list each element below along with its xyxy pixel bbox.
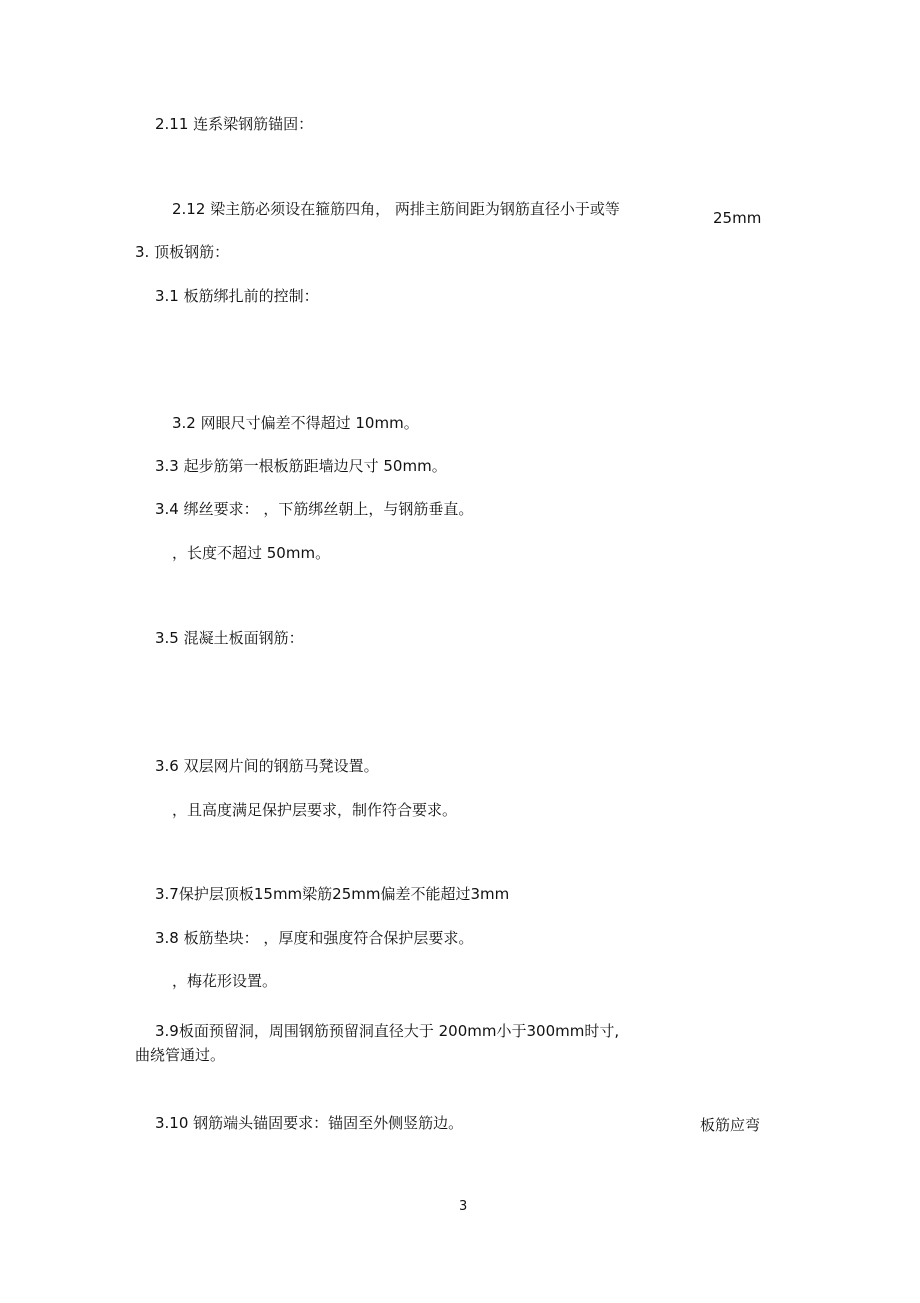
- section-2-12-text: 2.12 梁主筋必须设在箍筋四角， 两排主筋间距为钢筋直径小于或等: [172, 200, 620, 218]
- section-2-11-heading: 2.11 连系梁钢筋锚固：: [155, 115, 314, 133]
- section-3-7-text: 3.7保护层顶板15mm梁筋25mm偏差不能超过3mm: [155, 885, 510, 903]
- section-3-8-continuation: ，梅花形设置。: [172, 972, 278, 990]
- section-3-4-continuation: ，长度不超过 50mm。: [172, 544, 331, 562]
- section-3-9-continuation: 曲绕管通过。: [135, 1046, 226, 1064]
- section-3-2-text: 3.2 网眼尺寸偏差不得超过 10mm。: [172, 414, 419, 432]
- page-number: 3: [459, 1199, 468, 1214]
- section-3-9-text: 3.9板面预留洞，周围钢筋预留洞直径大于 200mm小于300mm时寸,: [155, 1022, 620, 1040]
- section-3-10-text: 3.10 钢筋端头锚固要求：锚固至外侧竖筋边。: [155, 1114, 464, 1132]
- section-3-6-continuation: ，且高度满足保护层要求，制作符合要求。: [172, 801, 458, 819]
- section-3-4-text: 3.4 绑丝要求： ，下筋绑丝朝上，与钢筋垂直。: [155, 500, 474, 518]
- section-3-6-text: 3.6 双层网片间的钢筋马凳设置。: [155, 757, 379, 775]
- section-3-heading: 3. 顶板钢筋：: [135, 243, 230, 261]
- section-3-1-heading: 3.1 板筋绑扎前的控制：: [155, 287, 319, 305]
- section-3-10-side-text: 板筋应弯: [700, 1116, 761, 1134]
- section-3-5-heading: 3.5 混凝土板面钢筋：: [155, 629, 304, 647]
- section-2-12-value: 25mm: [713, 209, 762, 227]
- section-3-8-text: 3.8 板筋垫块： ，厚度和强度符合保护层要求。: [155, 929, 474, 947]
- section-3-3-text: 3.3 起步筋第一根板筋距墙边尺寸 50mm。: [155, 457, 447, 475]
